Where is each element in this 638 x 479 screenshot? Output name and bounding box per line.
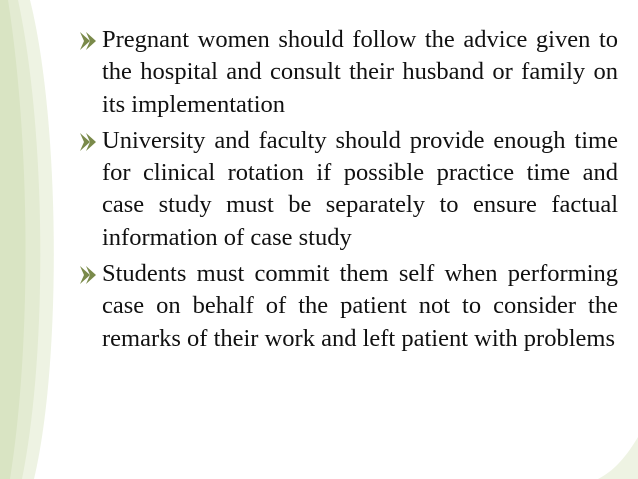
- bullet-list: [78, 24, 618, 359]
- left-decorative-curve: [0, 0, 70, 479]
- bullet-item: [78, 125, 618, 254]
- arrow-check-bullet-icon: [78, 28, 100, 54]
- bullet-item: [78, 24, 618, 121]
- bullet-text: Pregnant women should follow the advice given to the hospital and consult their husband or family on its implementation: [102, 26, 618, 118]
- bullet-item: [78, 258, 618, 355]
- arrow-check-bullet-icon: [78, 129, 100, 155]
- bullet-text: University and faculty should provide enough time for clinical rotation if possible practice time and case study must be separately to ensure factual information of case study: [102, 126, 618, 251]
- right-decorative-corner: [578, 419, 638, 479]
- arrow-check-bullet-icon: [78, 262, 100, 288]
- bullet-text: Students must commit them self when performing case on behalf of the patient not to consider the remarks of their work and left patient with problems: [102, 260, 618, 352]
